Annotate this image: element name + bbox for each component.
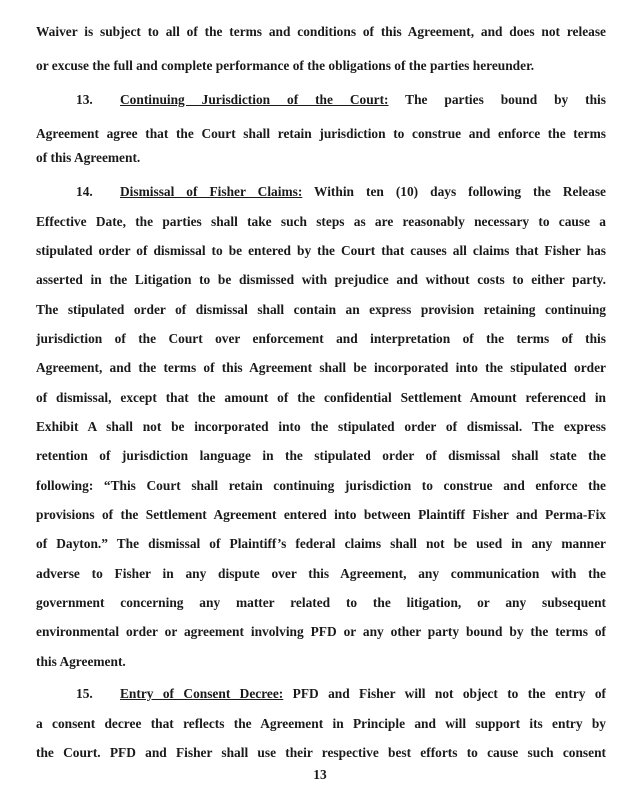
page-number: 13 (313, 767, 327, 782)
section-number: 13. (76, 92, 93, 107)
body-text-line: of Dayton.” The dismissal of Plaintiff’s federal claims shall not be used in any manner (36, 536, 606, 551)
body-text-line: environmental order or agreement involving PFD or any other party bound by the terms of (36, 624, 606, 639)
body-text-line: stipulated order of dismissal to be entered by the Court that causes all claims that Fisher has (36, 243, 606, 258)
body-text-line: the Court. PFD and Fisher shall use their respective best efforts to cause such consent (36, 745, 606, 760)
body-text-line: this Agreement. (36, 654, 126, 669)
body-text-line: Agreement agree that the Court shall retain jurisdiction to construe and enforce the terms (36, 126, 606, 141)
section-14-first-line (76, 184, 606, 200)
body-text-line: provisions of the Settlement Agreement entered into between Plaintiff Fisher and Perma-Fix (36, 507, 606, 522)
body-text-line: jurisdiction of the Court over enforcement and interpretation of the terms of this (36, 331, 606, 346)
section-15-first-line (76, 686, 606, 702)
body-text: PFD and Fisher will not object to the entry of (283, 686, 606, 701)
body-text-line: Waiver is subject to all of the terms and conditions of this Agreement, and does not release (36, 24, 606, 39)
body-text-line: a consent decree that reflects the Agreement in Principle and will support its entry by (36, 716, 606, 731)
body-text-line: following: “This Court shall retain continuing jurisdiction to construe and enforce the (36, 478, 606, 493)
body-text: Within ten (10) days following the Release (302, 184, 606, 199)
body-text: The parties bound by this (388, 92, 606, 107)
body-text-line: of dismissal, except that the amount of the confidential Settlement Amount referenced in (36, 390, 606, 405)
section-13-first-line (76, 92, 606, 108)
body-text-line: of this Agreement. (36, 150, 141, 165)
body-text-line: Agreement, and the terms of this Agreement shall be incorporated into the stipulated order (36, 360, 606, 375)
body-text-line: The stipulated order of dismissal shall contain an express provision retaining continuing (36, 302, 606, 317)
section-heading: Dismissal of Fisher Claims: (120, 184, 303, 199)
body-text-line: or excuse the full and complete performance of the obligations of the parties hereunder. (36, 58, 535, 73)
body-text-line: asserted in the Litigation to be dismissed with prejudice and without costs to either party. (36, 272, 606, 287)
body-text-line: retention of jurisdiction language in the stipulated order of dismissal shall state the (36, 448, 606, 463)
body-text-line: Effective Date, the parties shall take such steps as are reasonably necessary to cause a (36, 214, 606, 229)
section-heading: Continuing Jurisdiction of the Court: (120, 92, 389, 107)
section-number: 15. (76, 686, 93, 701)
body-text-line: government concerning any matter related to the litigation, or any subsequent (36, 595, 606, 610)
section-number: 14. (76, 184, 93, 199)
section-heading: Entry of Consent Decree: (120, 686, 284, 701)
body-text-line: adverse to Fisher in any dispute over this Agreement, any communication with the (36, 566, 606, 581)
body-text-line: Exhibit A shall not be incorporated into the stipulated order of dismissal. The express (36, 419, 606, 434)
